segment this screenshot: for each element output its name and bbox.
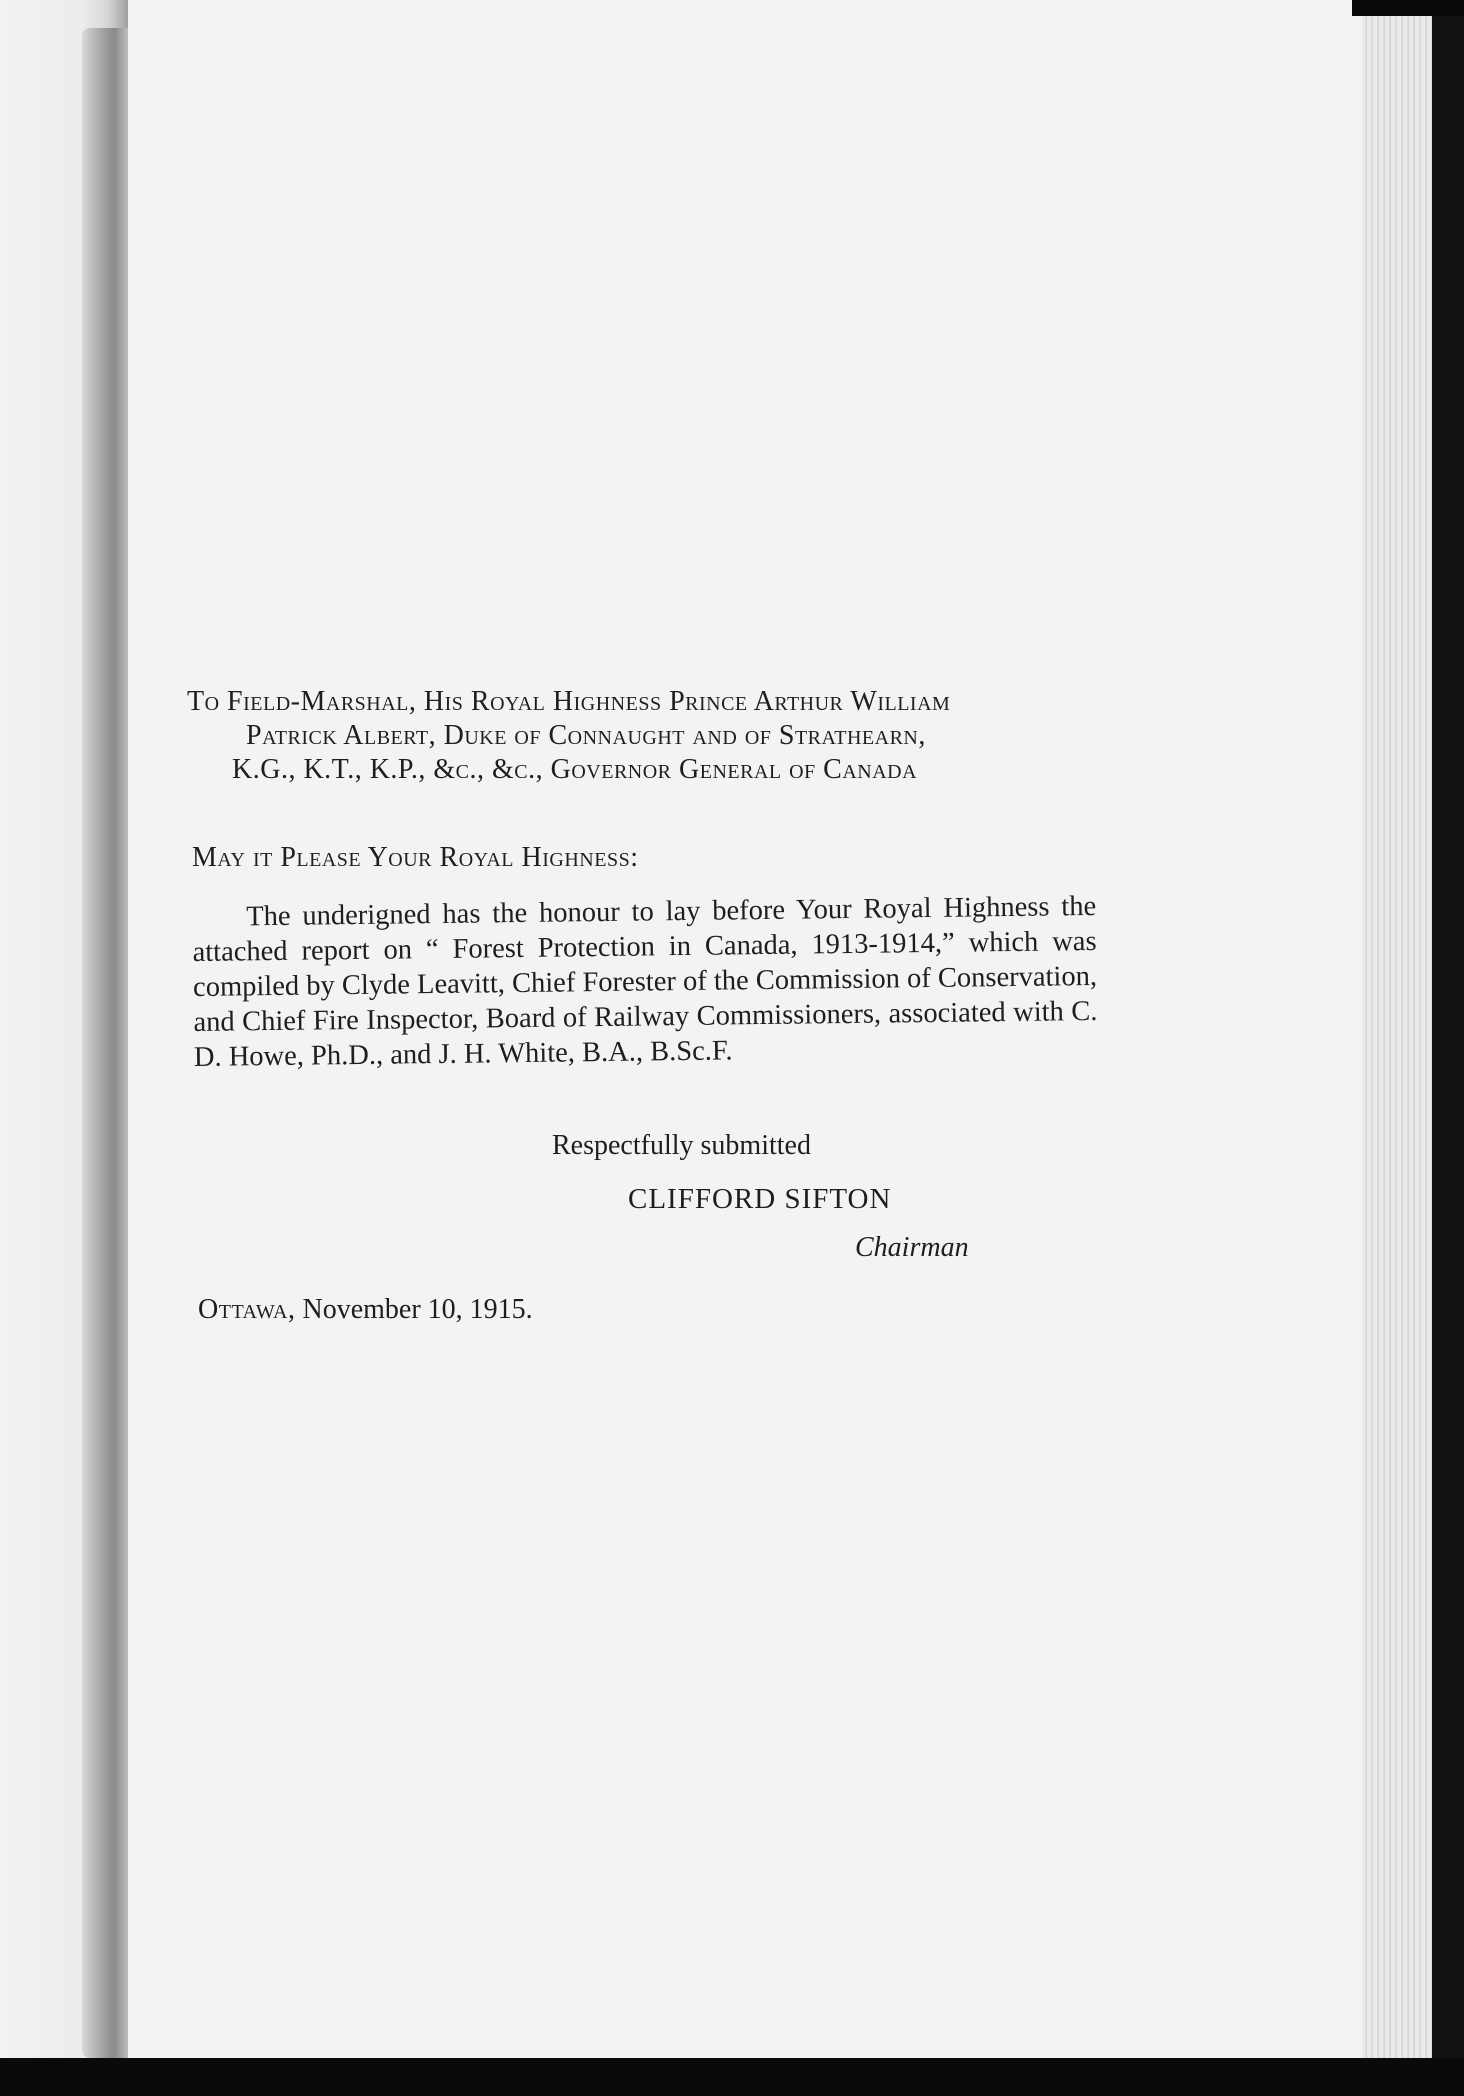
book-cover-edge — [1432, 0, 1464, 2096]
signer-title: Chairman — [855, 1232, 969, 1263]
scan-border-top — [1352, 0, 1464, 16]
closing: Respectfully submitted — [552, 1130, 811, 1161]
dateline-place: Ottawa, — [198, 1294, 296, 1325]
book-gutter — [82, 28, 128, 2058]
signer-name: CLIFFORD SIFTON — [628, 1183, 892, 1215]
dateline — [198, 1294, 533, 1326]
address-line-3: K.G., K.T., K.P., &c., &c., Governor General of Canada — [232, 754, 918, 785]
scan-border-bottom — [0, 2058, 1464, 2096]
dateline-date: November 10, 1915. — [302, 1294, 533, 1325]
letter-body-text: The underigned has the honour to lay before Your Royal Highness the attached report on “ Forest Protection in Canada, 1913-1914,” which was compiled by Clyde Leavitt, Chief Forester of the Commission of Conservation, and Chief Fire Inspector, Board of Railway Commissioners, associated with C. D. Howe, Ph.D., and J. H. White, B.A., B.Sc.F. — [192, 890, 1098, 1073]
salutation: May it Please Your Royal Highness: — [192, 842, 639, 873]
address-line-2: Patrick Albert, Duke of Connaught and of Strathearn, — [246, 720, 926, 751]
letter-body — [192, 889, 1098, 1075]
address-line-1: To Field-Marshal, His Royal Highness Prince Arthur William — [187, 686, 951, 717]
